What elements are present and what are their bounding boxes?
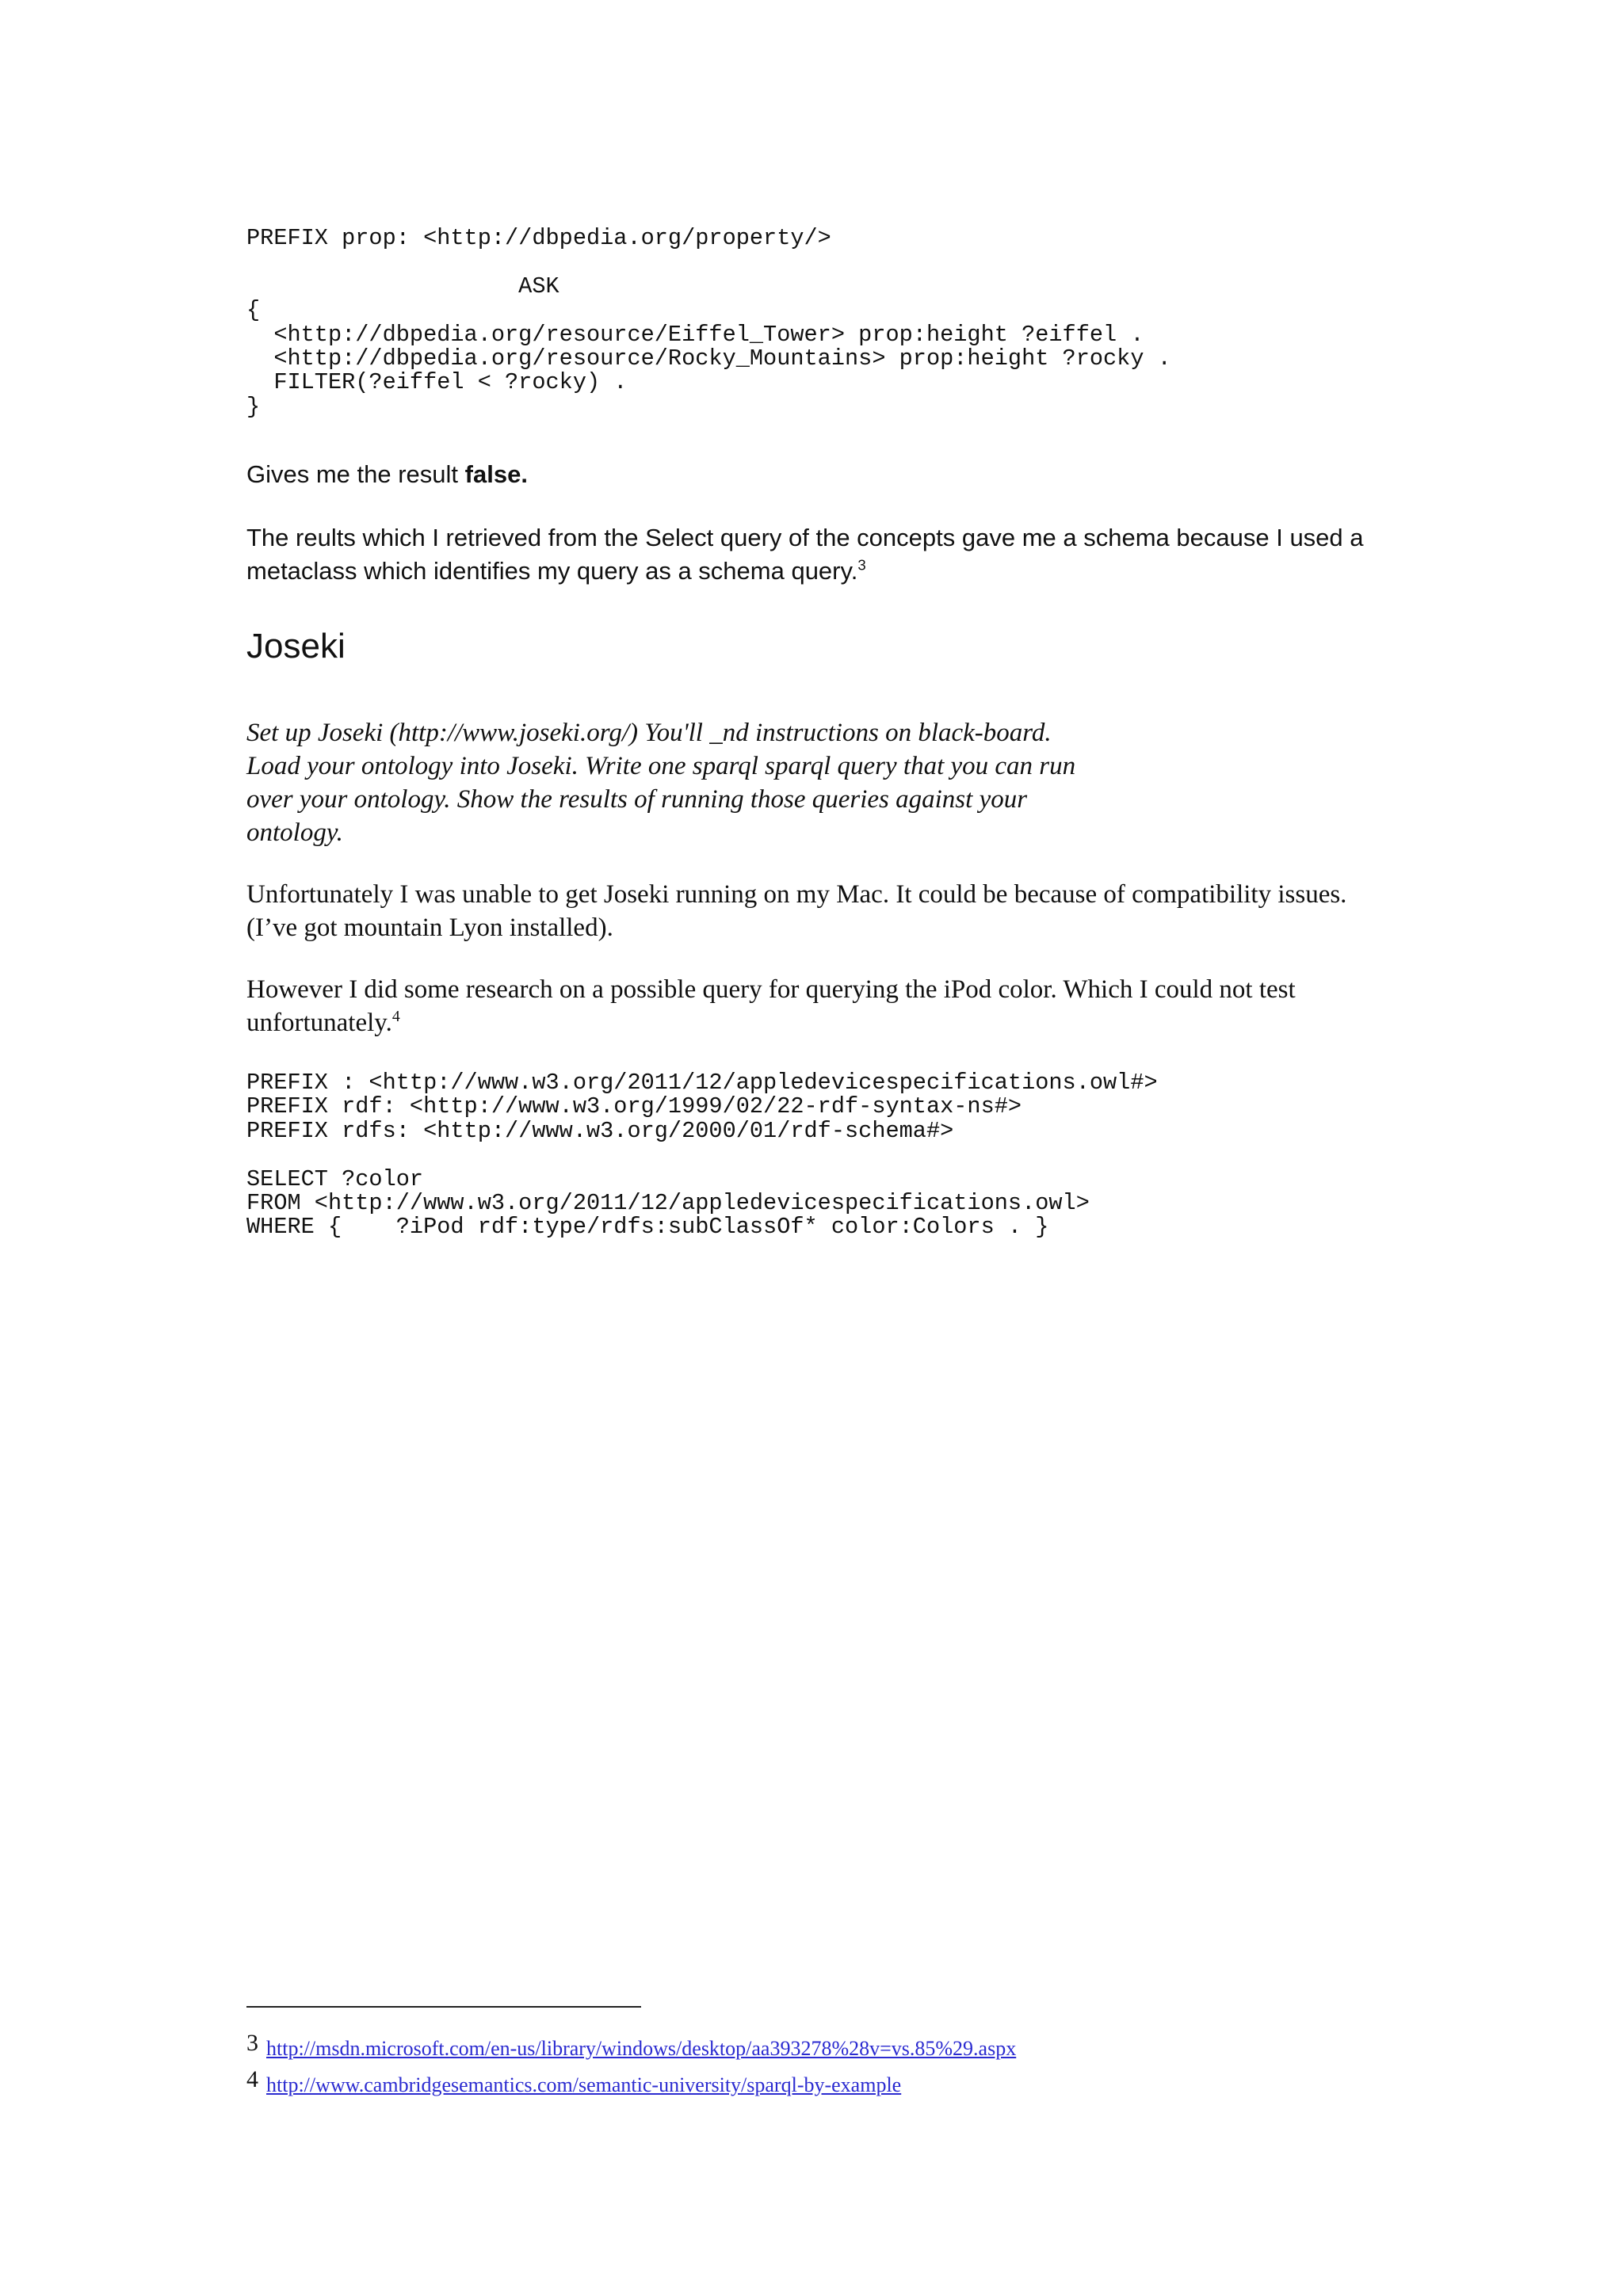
- section-heading-joseki: Joseki: [246, 627, 346, 666]
- footnote-number: 4: [246, 2066, 258, 2092]
- schema-text: The reults which I retrieved from the Select query of the concepts gave me a schema because I used a metaclass which identifies my query as a schema query.: [246, 524, 1364, 585]
- result-value: false.: [464, 460, 528, 488]
- footnote-link-4[interactable]: http://www.cambridgesemantics.com/semantic-university/sparql-by-example: [266, 2073, 902, 2096]
- footnote-ref-3: 3: [857, 556, 866, 574]
- footnote-separator: [246, 2006, 641, 2008]
- select-query-code: PREFIX : <http://www.w3.org/2011/12/appledevicespecifications.owl#> PREFIX rdf: <http://www.w3.org/1999/02/22-rdf-syntax-ns#> PREFIX rdfs: <http://www.w3.org/2000/01/rdf-schema#> SELECT ?color FROM <http://www.w3.org/2011/12/appledevicespecifications.owl> WHERE { ?iPod rdf:type/rdfs:subClassOf* color:Colors . }: [246, 1070, 1158, 1241]
- result-paragraph: [246, 458, 528, 491]
- research-text: However I did some research on a possible query for querying the iPod color. Which I could not test unfortunately.: [246, 975, 1296, 1037]
- footnote-4: [246, 2066, 902, 2099]
- research-paragraph: [246, 973, 1396, 1039]
- result-text: Gives me the result: [246, 460, 465, 488]
- ask-query-code: PREFIX prop: <http://dbpedia.org/property/> ASK { <http://dbpedia.org/resource/Eiffel_Tower> prop:height ?eiffel . <http://dbpedia.org/resource/Rocky_Mountains> prop:height ?rocky . FILTER(?eiffel < ?rocky) . }: [246, 225, 1171, 420]
- footnote-3: [246, 2030, 1017, 2062]
- schema-paragraph: [246, 521, 1396, 588]
- task-description: Set up Joseki (http://www.joseki.org/) You'll _nd instructions on black-board. Load your ontology into Joseki. Write one sparql sparql query that you can run over your ontology. Show the results of running those queries against your ontology.: [246, 719, 1076, 847]
- footnote-number: 3: [246, 2030, 258, 2056]
- footnote-link-3[interactable]: http://msdn.microsoft.com/en-us/library/windows/desktop/aa393278%28v=vs.85%29.aspx: [266, 2037, 1017, 2060]
- unfortunately-paragraph: Unfortunately I was unable to get Joseki running on my Mac. It could be because of compatibility issues. (I’ve got mountain Lyon installed).: [246, 880, 1347, 942]
- footnote-ref-4: 4: [391, 1008, 400, 1025]
